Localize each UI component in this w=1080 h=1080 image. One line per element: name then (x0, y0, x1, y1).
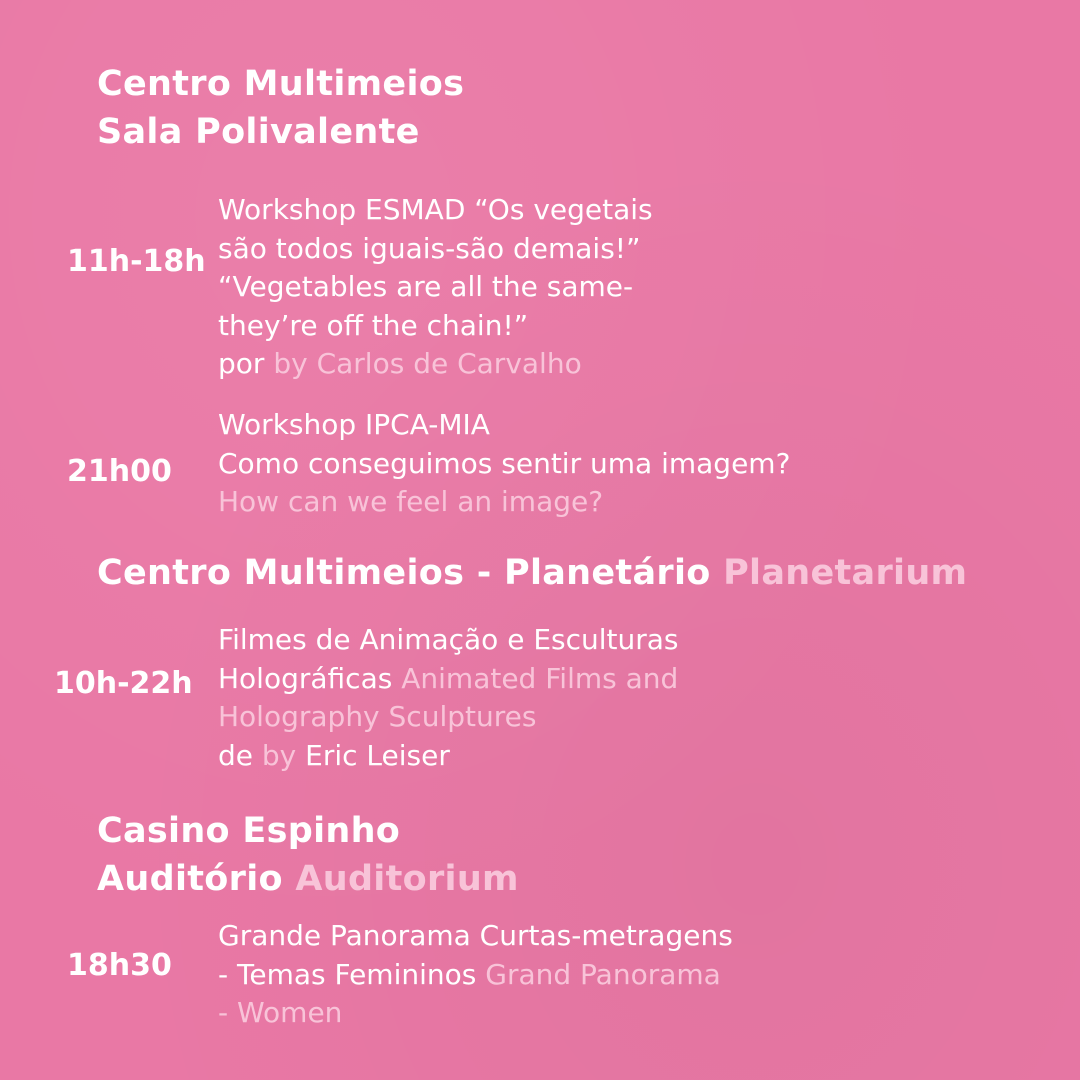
event-line-en: - Women (218, 996, 343, 1029)
event-line: Holográficas (218, 661, 393, 695)
event-line-en: Animated Films and (401, 661, 679, 695)
event-line: Como conseguimos sentir uma imagem? (218, 446, 791, 480)
credit-label-pt: por (218, 347, 265, 380)
event-line-en: How can we feel an image? (218, 485, 604, 518)
event-line-en: Grand Panorama (485, 957, 721, 991)
event-line-en: Holography Sculptures (218, 700, 537, 733)
venue-heading-centro-multimeios-sala (97, 60, 464, 156)
event-time: 10h-22h (54, 666, 193, 701)
event-description (218, 917, 733, 1033)
event-description (218, 621, 679, 775)
event-line: they’re off the chain!” (218, 308, 529, 342)
event-time: 11h-18h (67, 244, 206, 279)
event-line: - Temas Femininos (218, 957, 477, 991)
venue-name-en: Planetarium (723, 553, 968, 593)
venue-name: Casino Espinho (97, 811, 401, 851)
venue-heading-casino-espinho (97, 807, 519, 903)
event-line: Grande Panorama Curtas-metragens (218, 919, 733, 952)
credit-label-pt: de (218, 738, 253, 772)
event-credit (218, 345, 653, 384)
venue-room: Auditório (97, 859, 283, 899)
event-time: 21h00 (67, 454, 172, 489)
event-line: Workshop ESMAD “Os vegetais (218, 193, 653, 226)
event-line: Filmes de Animação e Esculturas (218, 623, 679, 656)
event-description (218, 191, 653, 384)
event-time: 18h30 (67, 948, 172, 983)
venue-room-en: Auditorium (295, 859, 519, 899)
event-credit (218, 737, 679, 776)
credit-name: Eric Leiser (305, 738, 450, 772)
event-line: são todos iguais-são demais!” (218, 231, 641, 265)
venue-name: Centro Multimeios - Planetário (97, 553, 711, 593)
event-line: “Vegetables are all the same- (218, 270, 634, 303)
credit-name-en: by Carlos de Carvalho (273, 347, 582, 380)
venue-name: Centro Multimeios (97, 64, 465, 104)
event-description (218, 406, 790, 522)
venue-heading-planetario (97, 549, 967, 597)
event-line: Workshop IPCA-MIA (218, 408, 490, 441)
venue-room: Sala Polivalente (97, 112, 420, 152)
credit-label-en: by (261, 738, 297, 772)
